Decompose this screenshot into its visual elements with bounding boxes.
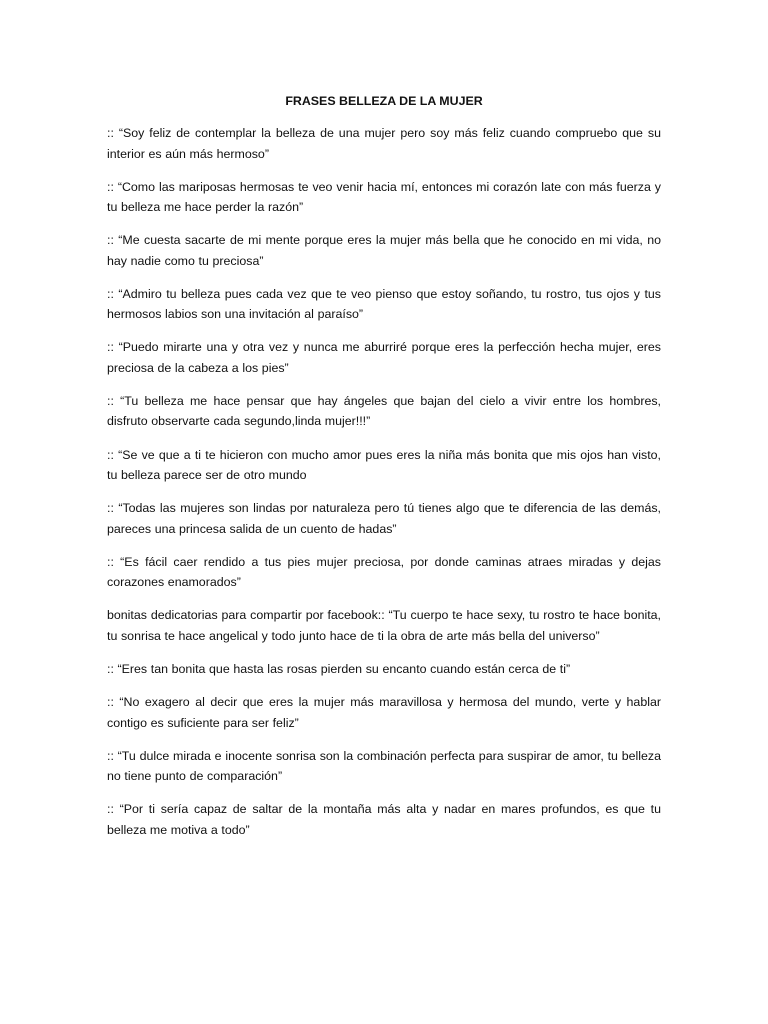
paragraph: :: “Puedo mirarte una y otra vez y nunca me aburriré porque eres la perfección hecha mujer, eres preciosa de la cabeza a los pies” bbox=[107, 340, 661, 375]
paragraph: :: “Eres tan bonita que hasta las rosas pierden su encanto cuando están cerca de ti” bbox=[107, 661, 571, 676]
paragraph: :: “Es fácil caer rendido a tus pies mujer preciosa, por donde caminas atraes miradas y dejas corazones enamorados” bbox=[107, 554, 661, 590]
paragraph: :: “Tu belleza me hace pensar que hay ángeles que bajan del cielo a vivir entre los hombres, disfruto observarte cada segundo,linda mujer!!!” bbox=[107, 393, 661, 429]
paragraph: :: “Me cuesta sacarte de mi mente porque eres la mujer más bella que he conocido en mi vida, no hay nadie como tu preciosa” bbox=[107, 233, 661, 268]
paragraph: :: “No exagero al decir que eres la mujer más maravillosa y hermosa del mundo, verte y hablar contigo es suficiente para ser feliz” bbox=[107, 695, 661, 730]
paragraph: :: “Soy feliz de contemplar la belleza de una mujer pero soy más feliz cuando compruebo que su interior es aún más hermoso” bbox=[107, 126, 661, 161]
document-title: FRASES BELLEZA DE LA MUJER bbox=[285, 94, 483, 108]
paragraph: :: “Todas las mujeres son lindas por naturaleza pero tú tienes algo que te diferencia de las demás, pareces una princesa salida de un cuento de hadas” bbox=[107, 501, 661, 536]
paragraph: :: “Se ve que a ti te hicieron con mucho amor pues eres la niña más bonita que mis ojos han visto, tu belleza parece ser de otro mundo bbox=[107, 447, 661, 483]
paragraph: :: “Como las mariposas hermosas te veo venir hacia mí, entonces mi corazón late con más fuerza y tu belleza me hace perder la razón” bbox=[107, 179, 661, 215]
paragraph: :: “Tu dulce mirada e inocente sonrisa son la combinación perfecta para suspirar de amor, tu belleza no tiene punto de comparación” bbox=[107, 748, 661, 784]
paragraph: bonitas dedicatorias para compartir por facebook:: “Tu cuerpo te hace sexy, tu rostro te hace bonita, tu sonrisa te hace angelical y todo junto hace de ti la obra de arte más bella del universo” bbox=[107, 608, 661, 643]
document-body bbox=[107, 123, 661, 853]
paragraph: :: “Por ti sería capaz de saltar de la montaña más alta y nadar en mares profundos, es que tu belleza me motiva a todo” bbox=[107, 802, 661, 837]
paragraph: :: “Admiro tu belleza pues cada vez que te veo pienso que estoy soñando, tu rostro, tus ojos y tus hermosos labios son una invitación al paraíso” bbox=[107, 286, 661, 322]
